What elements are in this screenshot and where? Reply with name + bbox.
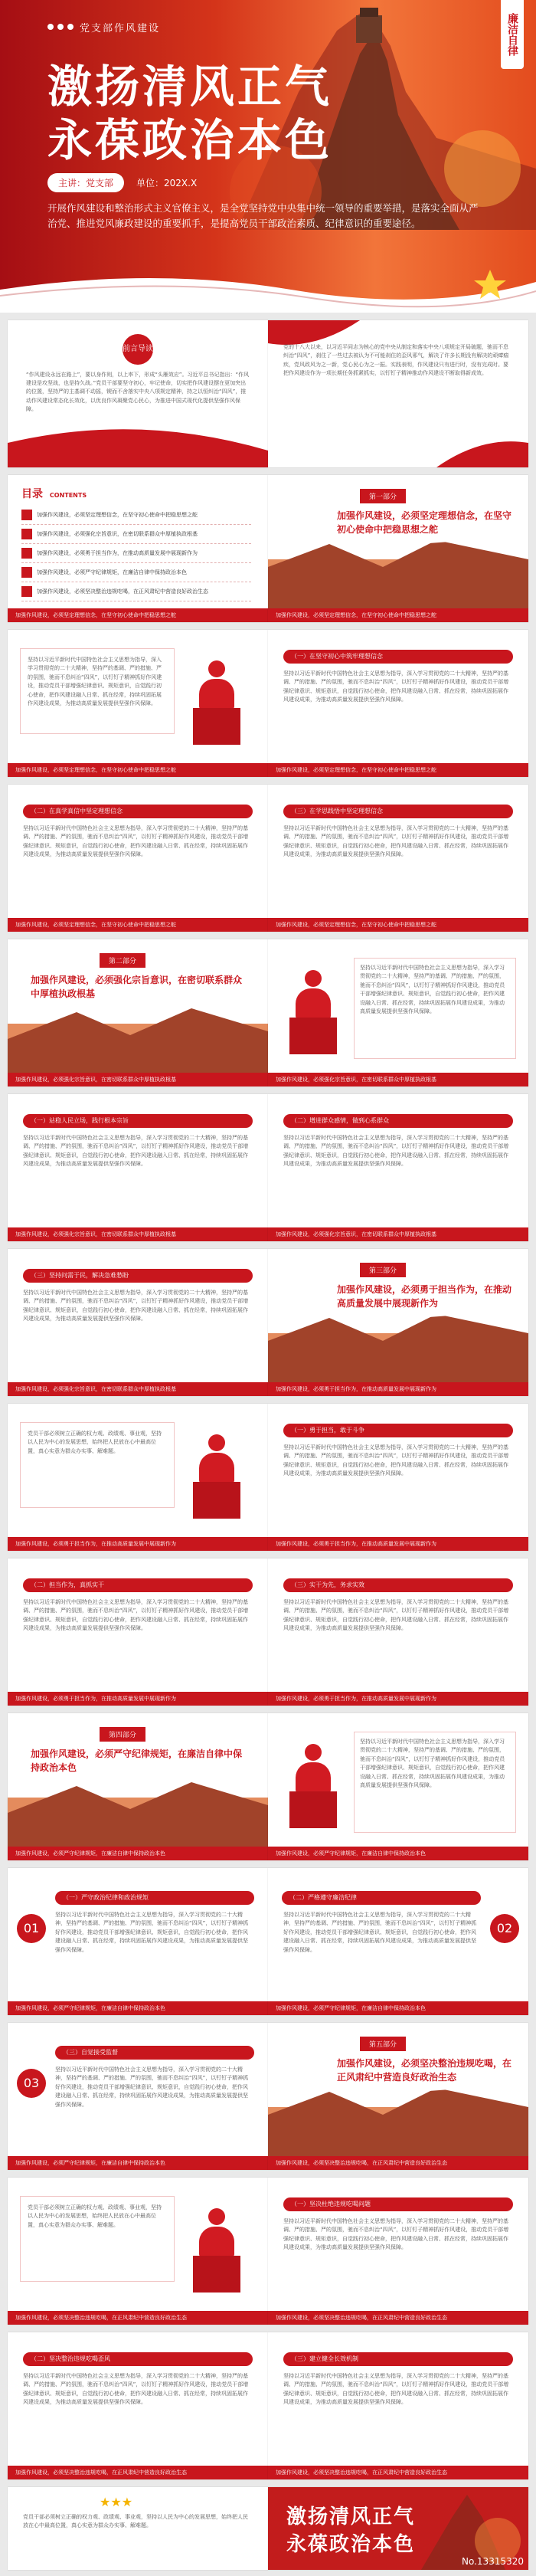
- intro-text-right: 党的十八大以来，以习近平同志为核心的党中央从制定和落实中央八项规定开局破题，驰而不息纠治“四风”，刹住了一些过去被认为不可能刹住的歪风邪气，解决了许多长期没有解决的顽瘴痼疾，党风政风为之一新，党心民心为之一振。实践表明，作风建设只有进行时，没有完成时。要把作风建设作为一项长期任务抓紧抓实，以钉钉子精神推动作风建设不断取得新成效。: [283, 344, 509, 377]
- slide-footer-bar: 加强作风建设，必须强化宗旨意识，在密切联系群众中厚植执政根基: [268, 1073, 528, 1086]
- body-text: 坚持以习近平新时代中国特色社会主义思想为指导，深入学习贯彻党的二十大精神，坚持严的基调、严的措施、严的氛围，驰而不息纠治“四风”，以钉钉子精神抓好作风建设，推动党员干部增强纪律意识、规矩意识，自觉践行初心使命，把作风建设融入日常、抓在经常，持续巩固拓展作风建设成果，为推动高质量发展提供坚强作风保障。: [23, 2373, 249, 2406]
- toc-title-en: CONTENTS: [49, 492, 87, 499]
- part-number: 第一部分: [360, 489, 406, 503]
- speaker-pill: 主讲：党支部: [47, 173, 124, 192]
- slide-footer-bar: 加强作风建设，必须勇于担当作为，在推动高质量发展中展现新作为: [268, 1692, 528, 1706]
- body-text: 坚持以习近平新时代中国特色社会主义思想为指导，深入学习贯彻党的二十大精神，坚持严的基调、严的措施、严的氛围，驰而不息纠治“四风”，以钉钉子精神抓好作风建设，推动党员干部增强纪律意识、规矩意识，自觉践行初心使命，把作风建设融入日常、抓在经常，持续巩固拓展作风建设成果，为推动高质量发展提供坚强作风保障。: [28, 657, 162, 707]
- cover-meta: [47, 173, 197, 192]
- slide-footer-bar: 加强作风建设，必须严守纪律规矩，在廉洁自律中保持政治本色: [8, 2001, 268, 2015]
- slide-sub6[interactable]: [8, 1249, 268, 1396]
- subsection-label: （二）担当作为，真抓实干: [23, 1578, 253, 1592]
- slide-footer-bar: 加强作风建设，必须严守纪律规矩，在廉洁自律中保持政治本色: [268, 2001, 528, 2015]
- slide-part1[interactable]: [268, 475, 528, 622]
- toc-heading: [21, 486, 87, 501]
- speaker-podium-icon: [286, 1744, 340, 1836]
- body-text: 坚持以习近平新时代中国特色社会主义思想为指导，深入学习贯彻党的二十大精神，坚持严的基调、严的措施、严的氛围，驰而不息纠治“四风”，以钉钉子精神抓好作风建设，推动党员干部增强纪律意识、规矩意识，自觉践行初心使命，把作风建设融入日常、抓在经常，持续巩固拓展作风建设成果，为推动高质量发展提供坚强作风保障。: [23, 1290, 249, 1322]
- end-title-line1: 激扬清风正气: [286, 2506, 416, 2528]
- slide-podium-right-2[interactable]: [268, 1713, 528, 1860]
- subsection-label: （三）在学思践悟中坚定理想信念: [283, 805, 513, 818]
- slide-footer-bar: 加强作风建设，必须坚定理想信念，在坚守初心使命中把稳思想之舵: [268, 608, 528, 622]
- slide-footer-bar: 加强作风建设，必须严守纪律规矩，在廉洁自律中保持政治本色: [268, 1847, 528, 1860]
- part-title: 加强作风建设，必须坚决整治违规吃喝，在正风肃纪中营造良好政治生态: [337, 2058, 512, 2083]
- intro-text-left: “作风建设永远在路上”，要以身作则，以上率下，形成“头雁效应”。习近平总书记指出：“作风建设是攻坚战，也是持久战。”党员干部要坚守初心，牢记使命，切实把作风建设摆在更加突出的位置，坚持严的主基调不动摇，锲而不舍落实中央八项规定精神，持之以恒纠治“四风”，推动作风建设常态化长效化，以优良作风凝聚党心民心，为推进中国式现代化提供坚强作风保障。: [26, 372, 250, 412]
- slide-footer-bar: 加强作风建设，必须勇于担当作为，在推动高质量发展中展现新作为: [268, 1382, 528, 1396]
- subsection-label: （三）建立健全长效机制: [283, 2352, 513, 2366]
- toc-list: [21, 506, 251, 601]
- slide-toc[interactable]: [8, 475, 268, 622]
- body-text: 坚持以习近平新时代中国特色社会主义思想为指导，深入学习贯彻党的二十大精神，坚持严的基调、严的措施、严的氛围，驰而不息纠治“四风”，以钉钉子精神抓好作风建设，推动党员干部增强纪律意识、规矩意识，自觉践行初心使命，把作风建设融入日常、抓在经常，持续巩固拓展作风建设成果，为推动高质量发展提供坚强作风保障。: [23, 1135, 249, 1168]
- body-text: 坚持以习近平新时代中国特色社会主义思想为指导，深入学习贯彻党的二十大精神，坚持严的基调、严的措施、严的氛围，驰而不息纠治“四风”，以钉钉子精神抓好作风建设，推动党员干部增强纪律意识、规矩意识，自觉践行初心使命，把作风建设融入日常、抓在经常，持续巩固拓展作风建设成果，为推动高质量发展提供坚强作风保障。: [55, 2066, 249, 2108]
- slide-podium-left-3[interactable]: [8, 2178, 268, 2325]
- number-circle-03: 03: [17, 2069, 46, 2098]
- slide-footer-bar: 加强作风建设，必须勇于担当作为，在推动高质量发展中展现新作为: [268, 1537, 528, 1551]
- slide-end[interactable]: [268, 2487, 528, 2570]
- slide-footer-bar: 加强作风建设，必须坚定理想信念，在坚守初心使命中把稳思想之舵: [8, 608, 268, 622]
- subsection-label: （二）严格遵守廉洁纪律: [282, 1891, 481, 1905]
- part-title: 加强作风建设，必须严守纪律规矩，在廉洁自律中保持政治本色: [31, 1748, 243, 1773]
- body-text: 坚持以习近平新时代中国特色社会主义思想为指导，深入学习贯彻党的二十大精神，坚持严的基调、严的措施、严的氛围，驰而不息纠治“四风”，以钉钉子精神抓好作风建设，推动党员干部增强纪律意识、规矩意识，自觉践行初心使命，把作风建设融入日常、抓在经常，持续巩固拓展作风建设成果，为推动高质量发展提供坚强作风保障。: [360, 1739, 505, 1789]
- body-text: 党员干部必须树立正确的权力观、政绩观、事业观，坚持以人民为中心的发展思想，始终把人民放在心中最高位置，真心实意为群众办实事、解难题。: [28, 1431, 162, 1454]
- speaker-podium-icon: [190, 2208, 243, 2300]
- slide-footer-bar: 加强作风建设，必须坚决整治违规吃喝，在正风肃纪中营造良好政治生态: [8, 2311, 268, 2325]
- number-circle-02: 02: [490, 1914, 519, 1943]
- body-text: 坚持以习近平新时代中国特色社会主义思想为指导，深入学习贯彻党的二十大精神，坚持严的基调、严的措施、严的氛围，驰而不息纠治“四风”，以钉钉子精神抓好作风建设，推动党员干部增强纪律意识、规矩意识，自觉践行初心使命，把作风建设融入日常、抓在经常，持续巩固拓展作风建设成果，为推动高质量发展提供坚强作风保障。: [283, 1135, 509, 1168]
- slide-quote[interactable]: [8, 2487, 268, 2570]
- body-text: 坚持以习近平新时代中国特色社会主义思想为指导，深入学习贯彻党的二十大精神，坚持严的基调、严的措施、严的氛围，驰而不息纠治“四风”，以钉钉子精神抓好作风建设，推动党员干部增强纪律意识、规矩意识，自觉践行初心使命，把作风建设融入日常、抓在经常，持续巩固拓展作风建设成果，为推动高质量发展提供坚强作风保障。: [283, 2218, 509, 2251]
- speaker-podium-icon: [190, 1434, 243, 1526]
- date-text: 单位：202X.X: [136, 178, 198, 188]
- part-title: 加强作风建设，必须勇于担当作为，在推动高质量发展中展现新作为: [337, 1284, 512, 1309]
- slide-intro-right[interactable]: [268, 320, 528, 467]
- body-text: 坚持以习近平新时代中国特色社会主义思想为指导，深入学习贯彻党的二十大精神，坚持严的基调、严的措施、严的氛围，驰而不息纠治“四风”，以钉钉子精神抓好作风建设，推动党员干部增强纪律意识、规矩意识，自觉践行初心使命，把作风建设融入日常、抓在经常，持续巩固拓展作风建设成果，为推动高质量发展提供坚强作风保障。: [23, 1599, 249, 1632]
- body-text: 坚持以习近平新时代中国特色社会主义思想为指导，深入学习贯彻党的二十大精神，坚持严的基调、严的措施、严的氛围，驰而不息纠治“四风”，以钉钉子精神抓好作风建设，推动党员干部增强纪律意识、规矩意识，自觉践行初心使命，把作风建设融入日常、抓在经常，持续巩固拓展作风建设成果，为推动高质量发展提供坚强作风保障。: [283, 670, 509, 703]
- slide-podium-left[interactable]: [8, 630, 268, 777]
- subsection-label: （一）在坚守初心中筑牢理想信念: [283, 650, 513, 664]
- body-text: 坚持以习近平新时代中国特色社会主义思想为指导，深入学习贯彻党的二十大精神，坚持严的基调、严的措施、严的氛围，驰而不息纠治“四风”，以钉钉子精神抓好作风建设，推动党员干部增强纪律意识、规矩意识，自觉践行初心使命，把作风建设融入日常、抓在经常，持续巩固拓展作风建设成果，为推动高质量发展提供坚强作风保障。: [283, 2373, 509, 2406]
- body-text: 坚持以习近平新时代中国特色社会主义思想为指导，深入学习贯彻党的二十大精神，坚持严的基调、严的措施、严的氛围，驰而不息纠治“四风”，以钉钉子精神抓好作风建设，推动党员干部增强纪律意识、规矩意识，自觉践行初心使命，把作风建设融入日常、抓在经常，持续巩固拓展作风建设成果，为推动高质量发展提供坚强作风保障。: [283, 1444, 509, 1477]
- slide-footer-bar: 加强作风建设，必须勇于担当作为，在推动高质量发展中展现新作为: [8, 1692, 268, 1706]
- subsection-label: （三）坚持问需于民，解决急难愁盼: [23, 1269, 253, 1283]
- number-circle-01: 01: [17, 1914, 46, 1943]
- slide-part4[interactable]: [8, 1713, 268, 1860]
- slide-sub15[interactable]: [268, 2332, 528, 2479]
- slide-footer-bar: 加强作风建设，必须坚决整治违规吃喝，在正风肃纪中营造良好政治生态: [8, 2466, 268, 2479]
- slide-sub2[interactable]: [8, 785, 268, 932]
- toc-item[interactable]: 加强作风建设，必须坚决整治违规吃喝，在正风肃纪中营造良好政治生态: [21, 582, 251, 601]
- slide-sub12[interactable]: [8, 2023, 268, 2170]
- subsection-label: （二）坚决整治违规吃喝歪风: [23, 2352, 253, 2366]
- slide-footer-bar: 加强作风建设，必须坚定理想信念，在坚守初心使命中把稳思想之舵: [268, 918, 528, 932]
- slide-footer-bar: 加强作风建设，必须强化宗旨意识，在密切联系群众中厚植执政根基: [8, 1382, 268, 1396]
- speaker-podium-icon: [286, 970, 340, 1062]
- slide-footer-bar: 加强作风建设，必须强化宗旨意识，在密切联系群众中厚植执政根基: [8, 1073, 268, 1086]
- slide-sub14[interactable]: [8, 2332, 268, 2479]
- slide-footer-bar: 加强作风建设，必须严守纪律规矩，在廉洁自律中保持政治本色: [8, 1847, 268, 1860]
- subsection-label: （一）坚决杜绝违规吃喝问题: [283, 2197, 513, 2211]
- body-text: 坚持以习近平新时代中国特色社会主义思想为指导，深入学习贯彻党的二十大精神，坚持严的基调、严的措施、严的氛围，驰而不息纠治“四风”，以钉钉子精神抓好作风建设，推动党员干部增强纪律意识、规矩意识，自觉践行初心使命，把作风建设融入日常、抓在经常，持续巩固拓展作风建设成果，为推动高质量发展提供坚强作风保障。: [283, 1599, 509, 1632]
- subsection-label: （二）增进群众感情，做到心系群众: [283, 1114, 513, 1128]
- toc-title: 目录: [21, 488, 43, 500]
- intro-heading-left: 前言导读: [123, 345, 153, 353]
- cover-header-text: 党支部作风建设: [80, 22, 161, 34]
- slide-sub7[interactable]: [268, 1404, 528, 1551]
- slide-footer-bar: 加强作风建设，必须坚决整治违规吃喝，在正风肃纪中营造良好政治生态: [268, 2466, 528, 2479]
- slide-sub10[interactable]: [8, 1868, 268, 2015]
- slide-footer-bar: 加强作风建设，必须勇于担当作为，在推动高质量发展中展现新作为: [8, 1537, 268, 1551]
- slide-footer-bar: 加强作风建设，必须坚决整治违规吃喝，在正风肃纪中营造良好政治生态: [268, 2156, 528, 2170]
- part-number: 第四部分: [100, 1727, 145, 1742]
- slide-podium-left-2[interactable]: [8, 1404, 268, 1551]
- end-title-line2: 永葆政治本色: [286, 2533, 416, 2556]
- part-number: 第五部分: [360, 2037, 406, 2051]
- speaker-podium-icon: [190, 660, 243, 752]
- slide-sub3[interactable]: [268, 785, 528, 932]
- subsection-label: （一）严守政治纪律和政治规矩: [55, 1891, 254, 1905]
- slide-part5[interactable]: [268, 2023, 528, 2170]
- subsection-label: （一）站稳人民立场，践行根本宗旨: [23, 1114, 253, 1128]
- cover-header: [47, 15, 247, 38]
- slide-sub9[interactable]: [268, 1558, 528, 1706]
- slide-sub5[interactable]: [268, 1094, 528, 1241]
- slide-footer-bar: 加强作风建设，必须坚定理想信念，在坚守初心使命中把稳思想之舵: [8, 763, 268, 777]
- slide-podium-right[interactable]: [268, 939, 528, 1086]
- intro-right-decoration: [268, 320, 528, 467]
- body-text: 坚持以习近平新时代中国特色社会主义思想为指导，深入学习贯彻党的二十大精神，坚持严的基调、严的措施、严的氛围，驰而不息纠治“四风”，以钉钉子精神抓好作风建设，推动党员干部增强纪律意识、规矩意识，自觉践行初心使命，把作风建设融入日常、抓在经常，持续巩固拓展作风建设成果，为推动高质量发展提供坚强作风保障。: [55, 1912, 249, 1953]
- body-text: 坚持以习近平新时代中国特色社会主义思想为指导，深入学习贯彻党的二十大精神，坚持严的基调、严的措施、严的氛围，驰而不息纠治“四风”，以钉钉子精神抓好作风建设，推动党员干部增强纪律意识、规矩意识，自觉践行初心使命，把作风建设融入日常、抓在经常，持续巩固拓展作风建设成果，为推动高质量发展提供坚强作风保障。: [283, 825, 509, 858]
- slide-footer-bar: 加强作风建设，必须强化宗旨意识，在密切联系群众中厚植执政根基: [8, 1227, 268, 1241]
- toc-item[interactable]: 加强作风建设，必须强化宗旨意识，在密切联系群众中厚植执政根基: [21, 525, 251, 544]
- slide-sub13[interactable]: [268, 2178, 528, 2325]
- cover-badge: 廉洁自律: [501, 0, 524, 69]
- toc-item[interactable]: 加强作风建设，必须严守纪律规矩，在廉洁自律中保持政治本色: [21, 563, 251, 582]
- slide-footer-bar: 加强作风建设，必须坚定理想信念，在坚守初心使命中把稳思想之舵: [8, 918, 268, 932]
- slide-part2[interactable]: [8, 939, 268, 1086]
- body-text: 党员干部必须树立正确的权力观、政绩观、事业观，坚持以人民为中心的发展思想，始终把人民放在心中最高位置，真心实意为群众办实事、解难题。: [28, 2204, 162, 2228]
- body-text: 党员干部必须树立正确的权力观、政绩观、事业观，坚持以人民为中心的发展思想，始终把人民放在心中最高位置，真心实意为群众办实事、解难题。: [23, 2514, 248, 2529]
- toc-item[interactable]: 加强作风建设，必须坚定理想信念，在坚守初心使命中把稳思想之舵: [21, 506, 251, 525]
- header-dots: [47, 24, 74, 30]
- watermark: No.13315320: [462, 2556, 524, 2567]
- subsection-label: （二）在真学真信中坚定理想信念: [23, 805, 253, 818]
- cover-wave: [0, 259, 536, 313]
- toc-item[interactable]: 加强作风建设，必须勇于担当作为，在推动高质量发展中展现新作为: [21, 544, 251, 563]
- slide-footer-bar: 加强作风建设，必须坚定理想信念，在坚守初心使命中把稳思想之舵: [268, 763, 528, 777]
- slide-footer-bar: 加强作风建设，必须强化宗旨意识，在密切联系群众中厚植执政根基: [268, 1227, 528, 1241]
- slide-sub8[interactable]: [8, 1558, 268, 1706]
- part-number: 第三部分: [360, 1263, 406, 1277]
- cover-paragraph: 开展作风建设和整治形式主义官僚主义，是全党坚持党中央集中统一领导的重要举措，是落实全面从严治党、推进党风廉政建设的重要抓手，是提高党员干部政治素质、纪律意识的重要途径。: [47, 202, 479, 229]
- cover-title-line2: 永葆政治本色: [47, 114, 333, 166]
- part-title: 加强作风建设，必须坚定理想信念，在坚守初心使命中把稳思想之舵: [337, 510, 512, 535]
- body-text: 坚持以习近平新时代中国特色社会主义思想为指导，深入学习贯彻党的二十大精神，坚持严的基调、严的措施、严的氛围，驰而不息纠治“四风”，以钉钉子精神抓好作风建设，推动党员干部增强纪律意识、规矩意识，自觉践行初心使命，把作风建设融入日常、抓在经常，持续巩固拓展作风建设成果，为推动高质量发展提供坚强作风保障。: [23, 825, 249, 858]
- star-icons: ★★★: [100, 2495, 133, 2509]
- slide-sub11[interactable]: [268, 1868, 528, 2015]
- subsection-label: （三）自觉接受监督: [55, 2046, 254, 2060]
- slide-footer-bar: 加强作风建设，必须坚决整治违规吃喝，在正风肃纪中营造良好政治生态: [268, 2311, 528, 2325]
- body-text: 坚持以习近平新时代中国特色社会主义思想为指导，深入学习贯彻党的二十大精神，坚持严的基调、严的措施、严的氛围，驰而不息纠治“四风”，以钉钉子精神抓好作风建设，推动党员干部增强纪律意识、规矩意识，自觉践行初心使命，把作风建设融入日常、抓在经常，持续巩固拓展作风建设成果，为推动高质量发展提供坚强作风保障。: [283, 1912, 477, 1953]
- cover-title-line1: 激扬清风正气: [47, 61, 333, 113]
- slide-sub4[interactable]: [8, 1094, 268, 1241]
- subsection-label: （三）实干为先，务求实效: [283, 1578, 513, 1592]
- body-text: 坚持以习近平新时代中国特色社会主义思想为指导，深入学习贯彻党的二十大精神，坚持严的基调、严的措施、严的氛围，驰而不息纠治“四风”，以钉钉子精神抓好作风建设，推动党员干部增强纪律意识、规矩意识，自觉践行初心使命，把作风建设融入日常、抓在经常，持续巩固拓展作风建设成果，为推动高质量发展提供坚强作风保障。: [360, 965, 505, 1015]
- part-number: 第二部分: [100, 953, 145, 968]
- part-title: 加强作风建设，必须强化宗旨意识，在密切联系群众中厚植执政根基: [31, 975, 243, 999]
- slide-part3[interactable]: [268, 1249, 528, 1396]
- cover-slide[interactable]: [0, 0, 536, 313]
- subsection-label: （一）勇于担当，敢于斗争: [283, 1424, 513, 1437]
- slide-intro-left[interactable]: [8, 320, 268, 467]
- slide-footer-bar: 加强作风建设，必须严守纪律规矩，在廉洁自律中保持政治本色: [8, 2156, 268, 2170]
- slide-sub1[interactable]: [268, 630, 528, 777]
